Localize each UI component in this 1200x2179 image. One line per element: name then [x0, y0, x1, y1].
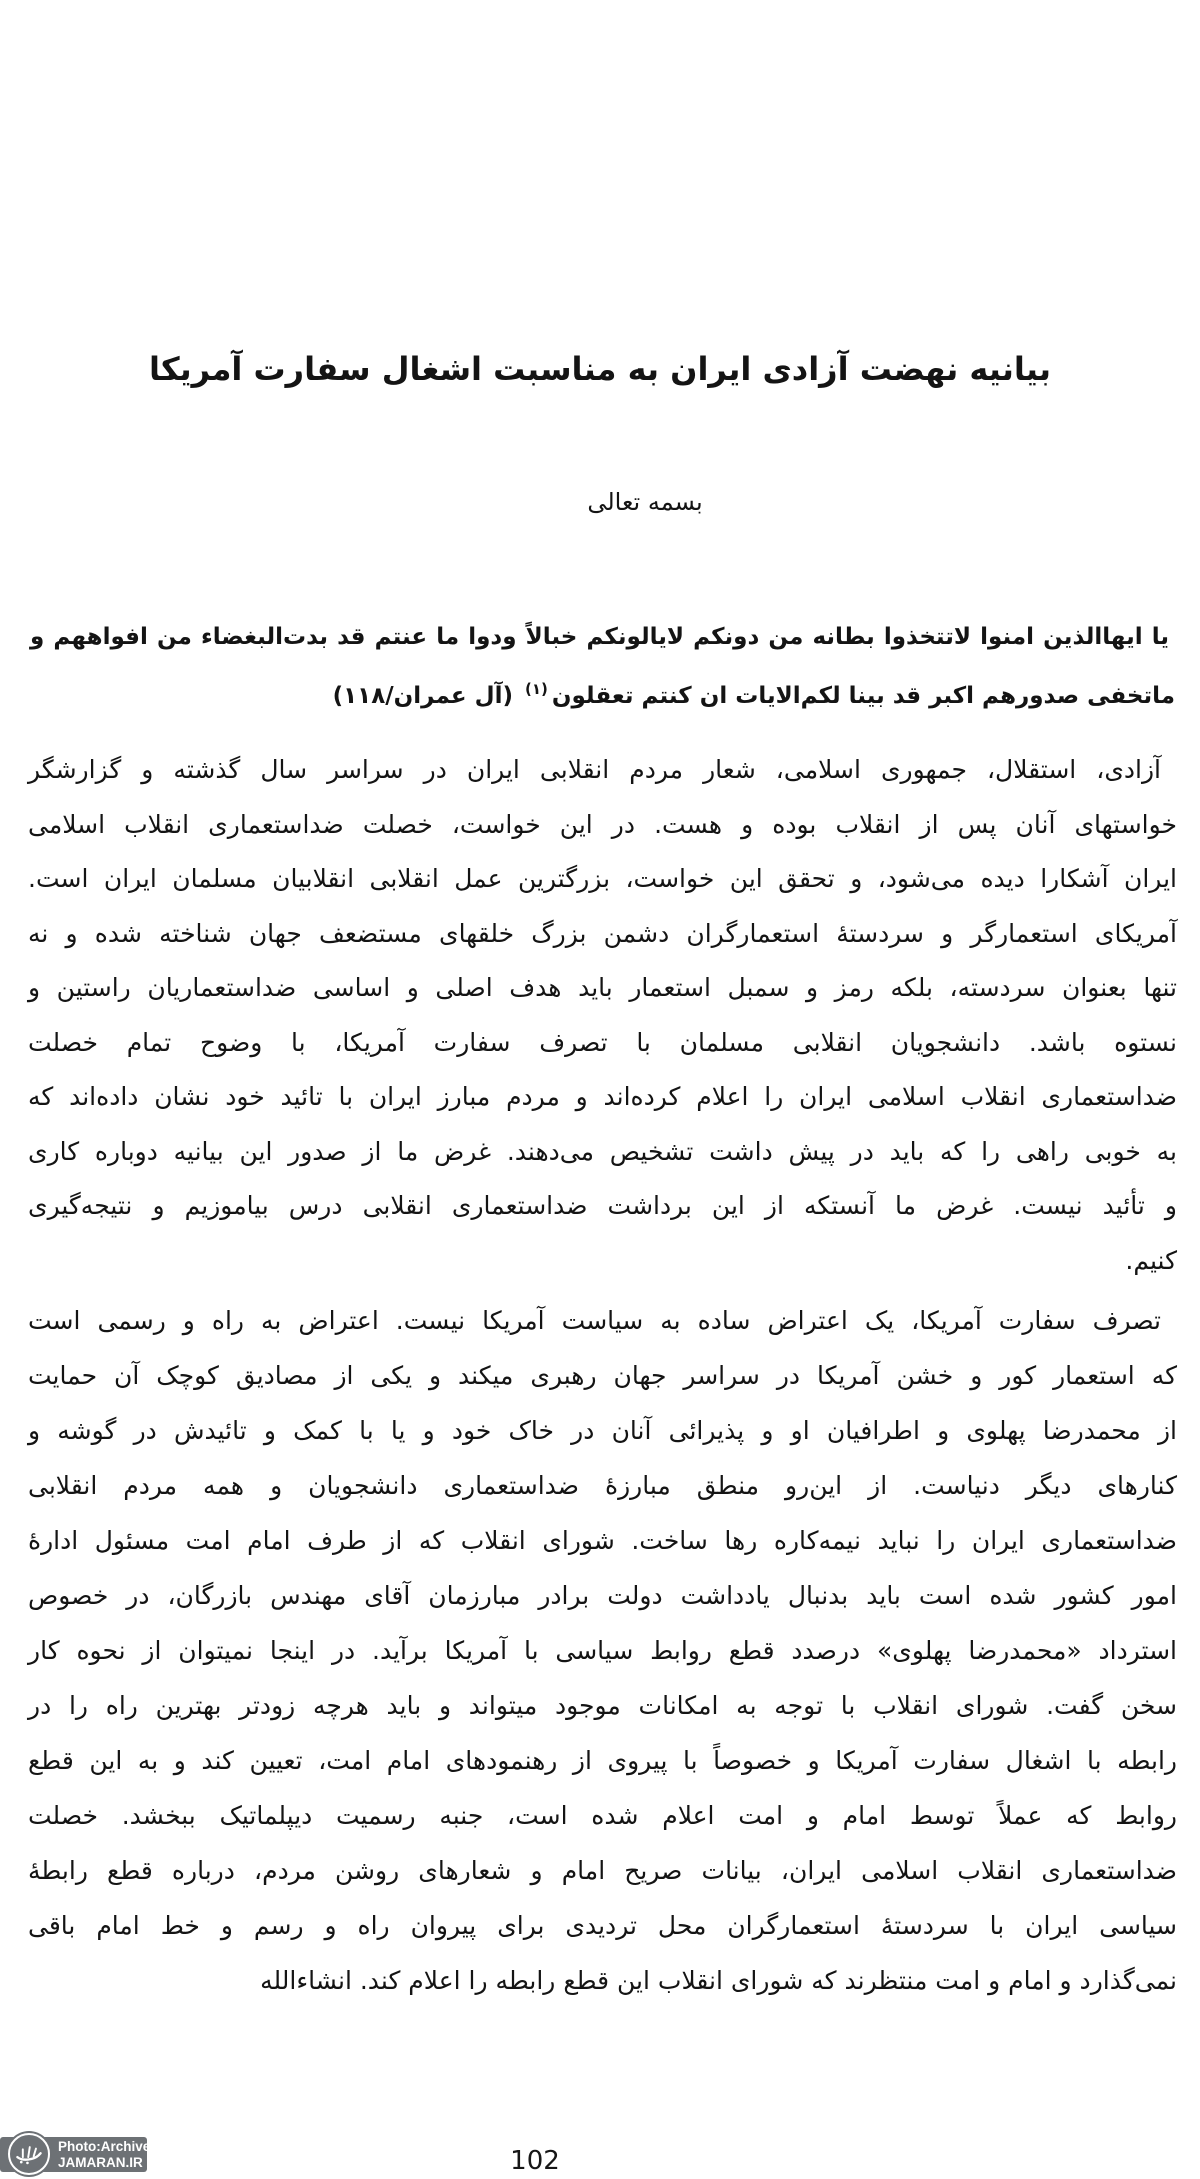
verse-line-2-text: ماتخفی صدورهم اکبر قد بینا لکم‌الایات ان کنتم تعقلون	[551, 683, 1175, 709]
paragraph-2	[28, 1293, 1177, 2008]
watermark-line-2: JAMARAN.IR	[58, 2154, 143, 2170]
body-line: ضداستعماری انقلاب اسلامی ایران، بیانات صریح امام و شعارهای روشن مردم، درباره قطع رابطهٔ	[28, 1856, 1177, 1885]
body-line: کنارهای دیگر دنیاست. از این‌رو منطق مبارزهٔ ضداستعماری دانشجویان و همه مردم انقلابی	[28, 1471, 1177, 1500]
body-line: از محمدرضا پهلوی و اطرافیان او و پذیرائی آنان در خاک خود و یا با کمک و تائیدش در گوشه و	[28, 1416, 1177, 1445]
body-line: آزادی، استقلال، جمهوری اسلامی، شعار مردم انقلابی ایران در سراسر سال گذشته و گزارشگر	[28, 755, 1161, 784]
body-line: و تأئید نیست. غرض ما آنستکه از این برداشت ضداستعماری انقلابی درس بیاموزیم و نتیجه‌گیری	[28, 1191, 1177, 1220]
besmele-heading: بسمه تعالی	[587, 488, 703, 516]
body-line: تصرف سفارت آمریکا، یک اعتراض ساده به سیاست آمریکا نیست. اعتراض به راه و رسمی است	[28, 1306, 1161, 1335]
body-line: که استعمار کور و خشن آمریکا در سراسر جهان رهبری میکند و یکی از مصادیق کوچک آن حمایت	[28, 1361, 1177, 1390]
body-line: امور کشور شده است باید بدنبال یادداشت دولت برادر مبارزمان آقای مهندس بازرگان، در خصوص	[28, 1581, 1177, 1610]
body-line: سخن گفت. شورای انقلاب با توجه به امکانات موجود میتواند و باید هرچه زودتر بهترین راه را در	[28, 1691, 1177, 1720]
body-line: ضداستعماری ایران را نباید نیمه‌کاره رها ساخت. شورای انقلاب که از طرف امام امت مسئول ادارهٔ	[28, 1526, 1177, 1555]
body-line: نمی‌گذارد و امام و امت منتظرند که شورای انقلاب این قطع رابطه را اعلام کند. انشاءالله	[260, 1966, 1177, 1995]
body-line: خواستهای آنان پس از انقلاب بوده و هست. در این خواست، خصلت ضداستعماری انقلاب اسلامی	[28, 809, 1177, 839]
watermark-badge	[0, 2137, 151, 2172]
page-number: 102	[510, 2146, 560, 2176]
verse-line-1: یا ایهاالذین امنوا لاتتخذوا بطانه من دونکم لایالونکم خبالاً ودوا ما عنتم قد بدت‌البغضاء من افواههم و	[30, 624, 1169, 650]
body-line: ضداستعماری انقلاب اسلامی ایران را اعلام کرده‌اند و مردم مبارز ایران با تائید خود نشان داده‌اند که	[28, 1082, 1177, 1111]
verse-line-2	[30, 667, 1175, 726]
quran-verse	[30, 608, 1175, 726]
body-line: نستوه باشد. دانشجویان انقلابی مسلمان با تصرف سفارت آمریکا، با وضوح تمام خصلت	[28, 1027, 1177, 1057]
verse-reference: (آل عمران/۱۱۸)	[332, 683, 513, 709]
body-line: رابطه با اشغال سفارت آمریکا و خصوصاً با پیروی از رهنمودهای امام امت، تعیین کند و به این قطع	[28, 1746, 1177, 1775]
body-line: به خوبی راهی را که باید در پیش داشت تشخیص می‌دهند. غرض ما از صدور این بیانیه دوباره کاری	[28, 1136, 1177, 1166]
document-title: بیانیه نهضت آزادی ایران به مناسبت اشغال سفارت آمریکا	[149, 350, 1051, 388]
jamaran-calligraphy-icon	[12, 2137, 46, 2171]
watermark-text	[58, 2139, 150, 2171]
body-line: تنها بعنوان سردسته، بلکه رمز و سمبل استعمار باید هدف اصلی و اساسی ضداستعماریان راستین و	[28, 973, 1177, 1002]
body-line: روابط که عملاً توسط امام و امت اعلام شده است، جنبه رسمیت دیپلماتیک ببخشد. خصلت	[28, 1801, 1177, 1830]
body-line: آمریکای استعمارگر و سردستهٔ استعمارگران دشمن بزرگ خلقهای مستضعف جهان شناخته شده و نه	[28, 918, 1177, 948]
footnote-marker: (۱)	[525, 680, 548, 699]
body-line: ایران آشکارا دیده می‌شود، و تحقق این خواست، بزرگترین عمل انقلابی انقلابیان مسلمان ایران است.	[28, 864, 1177, 893]
paragraph-1	[28, 743, 1177, 1288]
jamaran-logo-ring	[8, 2133, 50, 2175]
jamaran-logo-icon	[6, 2131, 52, 2177]
body-line: استرداد «محمدرضا پهلوی» درصدد قطع روابط سیاسی با آمریکا برآید. در اینجا نمیتوان از نحوه کار	[28, 1636, 1177, 1665]
body-line: کنیم.	[1125, 1245, 1177, 1275]
body-line: سیاسی ایران با سردستهٔ استعمارگران محل تردیدی برای پیروان راه و رسم و خط امام باقی	[28, 1911, 1177, 1940]
watermark-line-1: Photo:Archive	[58, 2138, 151, 2154]
